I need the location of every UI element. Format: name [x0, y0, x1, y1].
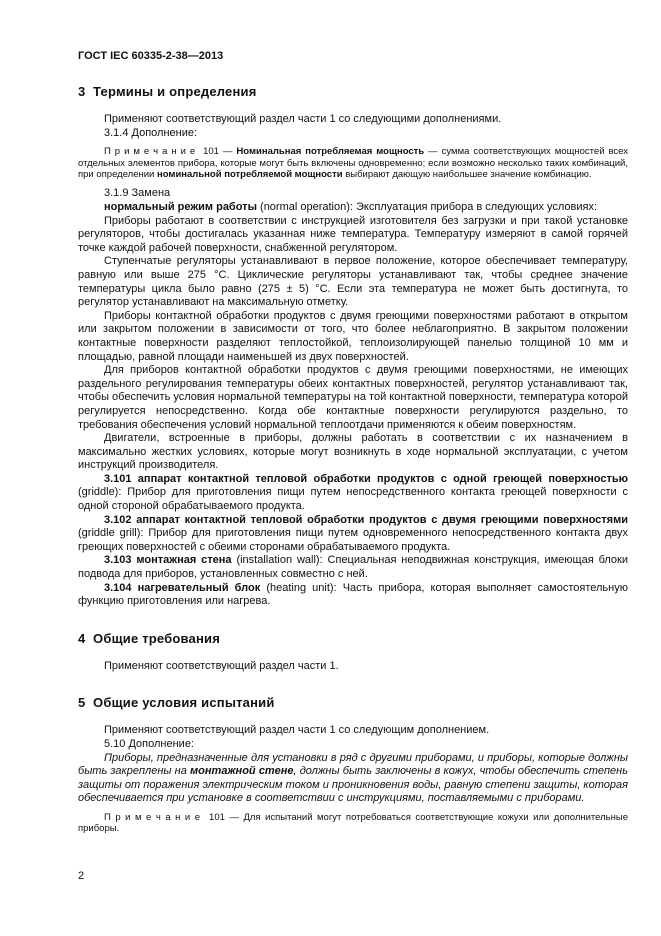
term-3-101 — [78, 473, 628, 514]
term-normal-operation — [78, 201, 628, 215]
note-text: — сумма соответствующих мощностей всех отдельных элементов прибора, которые могут быть включены одновременно; если возможно несколько таких комбинаций, при определении — [78, 146, 629, 180]
clause-5-10-requirement — [78, 752, 628, 806]
section-5-intro: Применяют соответствующий раздел части 1 со следующим дополнением. — [104, 724, 490, 737]
term-definition: (normal operation): Эксплуатация прибора в следующих условиях: — [256, 201, 598, 213]
section-3-title: 3 Термины и определения — [78, 84, 257, 99]
term-bold: 3.103 монтажная стена — [104, 554, 232, 567]
requirement-text: Приборы, предназначенные для установки в ряд с другими приборами, и приборы, которые должны быть закреплены на — [78, 751, 628, 778]
term-bold: 3.101 аппарат контактной тепловой обработки продуктов с одной греющей поверхностью — [104, 472, 628, 485]
note-101-tests: П р и м е ч а н и е 101 — Для испытаний могут потребоваться соответствующие кожухи или дополнительные приборы. — [78, 811, 628, 835]
term-bold: 3.104 нагревательный блок — [104, 581, 261, 594]
note-bold-term: Номинальная потребляемая мощность — [236, 146, 425, 158]
term-3-102 — [78, 514, 628, 555]
term-3-104 — [78, 582, 628, 609]
term-definition: (heating unit): Часть прибора, которая выполняет самостоятельную функцию приготовления или нагрева. — [78, 581, 628, 608]
section-4-title: 4 Общие требования — [78, 630, 221, 646]
section-4-intro: Применяют соответствующий раздел части 1. — [104, 659, 339, 672]
clause-3-1-9: 3.1.9 Замена — [104, 187, 171, 200]
term-definition: (installation wall): Специальная неподвижная конструкция, имеющая блоки подвода для приборов, установленных совместно с ней. — [78, 554, 628, 581]
note-text: выбирают дающую наибольшее значение комбинацию. — [342, 169, 592, 180]
note-bold-term: номинальной потребляемой мощности — [157, 169, 343, 180]
clause-5-10: 5.10 Дополнение: — [104, 738, 194, 750]
section-3-intro: Применяют соответствующий раздел части 1 со следующими дополнениями. — [104, 113, 502, 125]
clause-3-1-4: 3.1.4 Дополнение: — [104, 126, 198, 139]
term-3-103 — [78, 554, 628, 581]
paragraph-operation-2: Ступенчатые регуляторы устанавливают в первое положение, которое обеспечивает температуру, равную или выше 275 °С. Циклические регуляторы устанавливают так, чтобы среднее значение температуры цикла было равно (275 ± 5) °С. Если эта температура не может быть достигнута, то регулятор устанавливают на максимальную отметку. — [78, 255, 628, 309]
document-number-header: ГОСТ IEC 60335-2-38—2013 — [78, 50, 224, 62]
requirement-text: , должны быть заключены в кожух, чтобы обеспечить степень защиты от поражения электрическим током и проникновения воды, равную степени защиты, которая обеспечивается при установке в соответствии с инструкциями, поставляемыми с приборами. — [78, 765, 628, 805]
page-number: 2 — [78, 870, 85, 882]
paragraph-operation-5: Двигатели, встроенные в приборы, должны работать в соответствии с их назначением в максимально жестких условиях, которые могут возникнуть в ходе нормальной эксплуатации, с учетом инструкций производителя. — [78, 432, 628, 472]
note-101-terms — [78, 146, 628, 180]
term-bold: нормальный режим работы — [104, 201, 257, 213]
note-text: П р и м е ч а н и е 101 — — [104, 146, 237, 158]
term-definition: (griddle): Прибор для приготовления пищи путем непосредственного контакта греющей поверхности с одной стороной обрабатываемого продукта. — [78, 486, 628, 513]
paragraph-operation-1: Приборы работают в соответствии с инструкцией изготовителя без загрузки и при такой установке регуляторов, чтобы достигалась указанная ниже температура. Температуру измеряют в самой горячей точке каждой рабочей поверхности, снабженной регулятором. — [78, 214, 628, 254]
requirement-bold-term: монтажной стене — [190, 765, 294, 778]
paragraph-operation-3: Приборы контактной обработки продуктов с двумя греющими поверхностями работают в открытом или закрытом положении в зависимости от того, что более неблагоприятно. В закрытом положении контактные поверхности разделяют теплостойкой, теплоизолирующей панелью толщиной 10 мм и площадью, равной площади наименьшей из двух поверхностей. — [78, 309, 628, 363]
term-definition: (griddle grill): Прибор для приготовления пищи путем одновременного непосредственного контакта двух греющих поверхностей с обеими сторонами обрабатываемого продукта. — [78, 527, 628, 553]
paragraph-operation-4: Для приборов контактной обработки продуктов с двумя греющими поверхностями, не имеющих раздельного регулирования температуры обеих контактных поверхностей, регулятор устанавливают так, чтобы обеспечить условия нормальной температуры на той контактной поверхности, температура которой регулируется непосредственно. Когда обе контактные поверхности регулируются раздельно, то требования обеспечения условий нормальной теплоотдачи применяются к обеим поверхностям. — [78, 364, 628, 431]
section-5-title: 5 Общие условия испытаний — [78, 695, 275, 711]
term-bold: 3.102 аппарат контактной тепловой обработки продуктов с двумя греющими поверхностями — [104, 513, 628, 526]
